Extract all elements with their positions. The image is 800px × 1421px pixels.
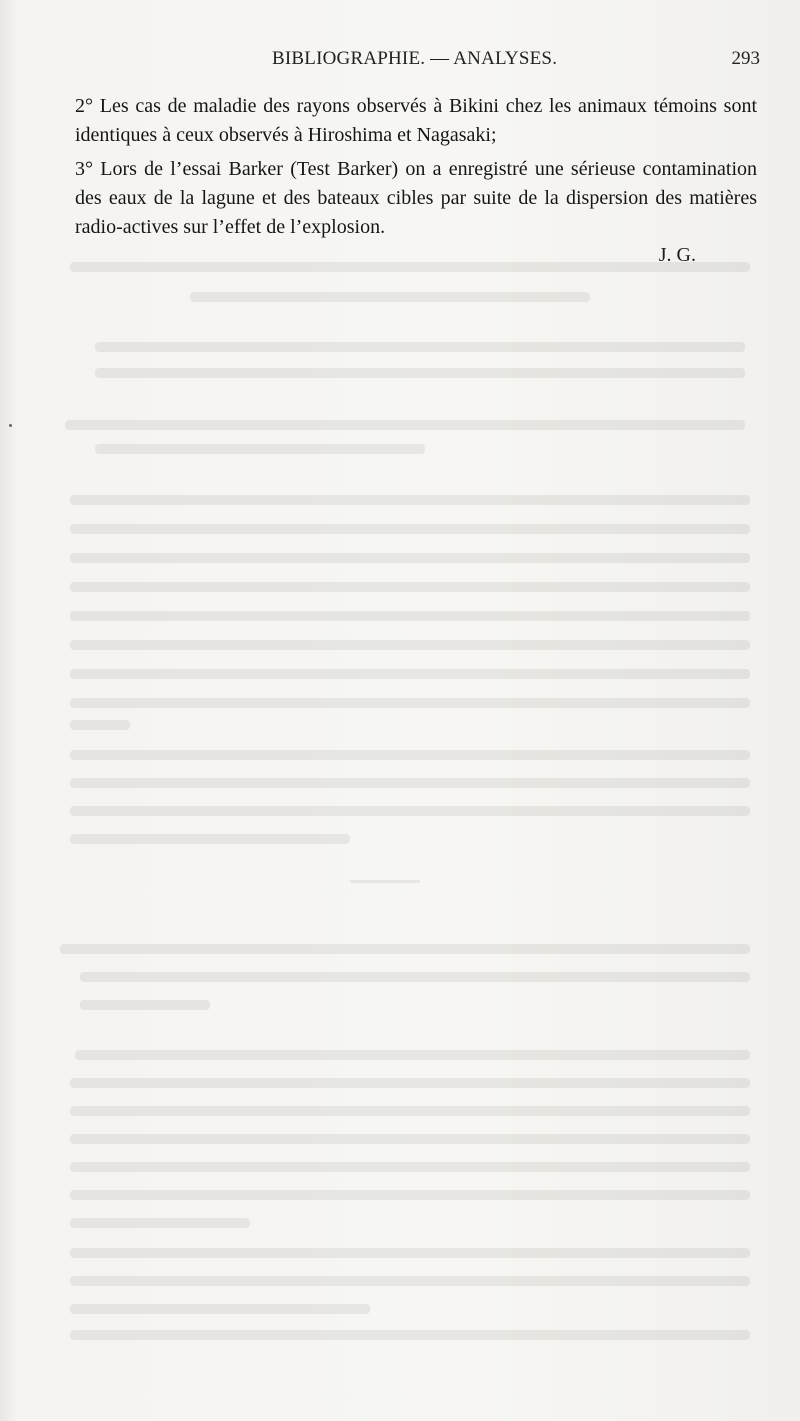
paragraph-point-2: 2° Les cas de maladie des rayons observés à Bikini chez les animaux témoins sont identiques à ceux observés à Hiroshima et Nagasaki; bbox=[75, 95, 757, 146]
running-header: BIBLIOGRAPHIE. — ANALYSES. bbox=[272, 48, 558, 69]
author-signature: J. G. bbox=[658, 244, 696, 266]
margin-speck bbox=[9, 424, 12, 427]
paragraph-point-3: 3° Lors de l’essai Barker (Test Barker) on a enregistré une sérieuse contamination des eaux de la lagune et des bateaux cibles par suite de la dispersion des matières radio-actives sur l’effet de l’explosion. bbox=[75, 158, 757, 238]
page-number: 293 bbox=[731, 48, 760, 69]
